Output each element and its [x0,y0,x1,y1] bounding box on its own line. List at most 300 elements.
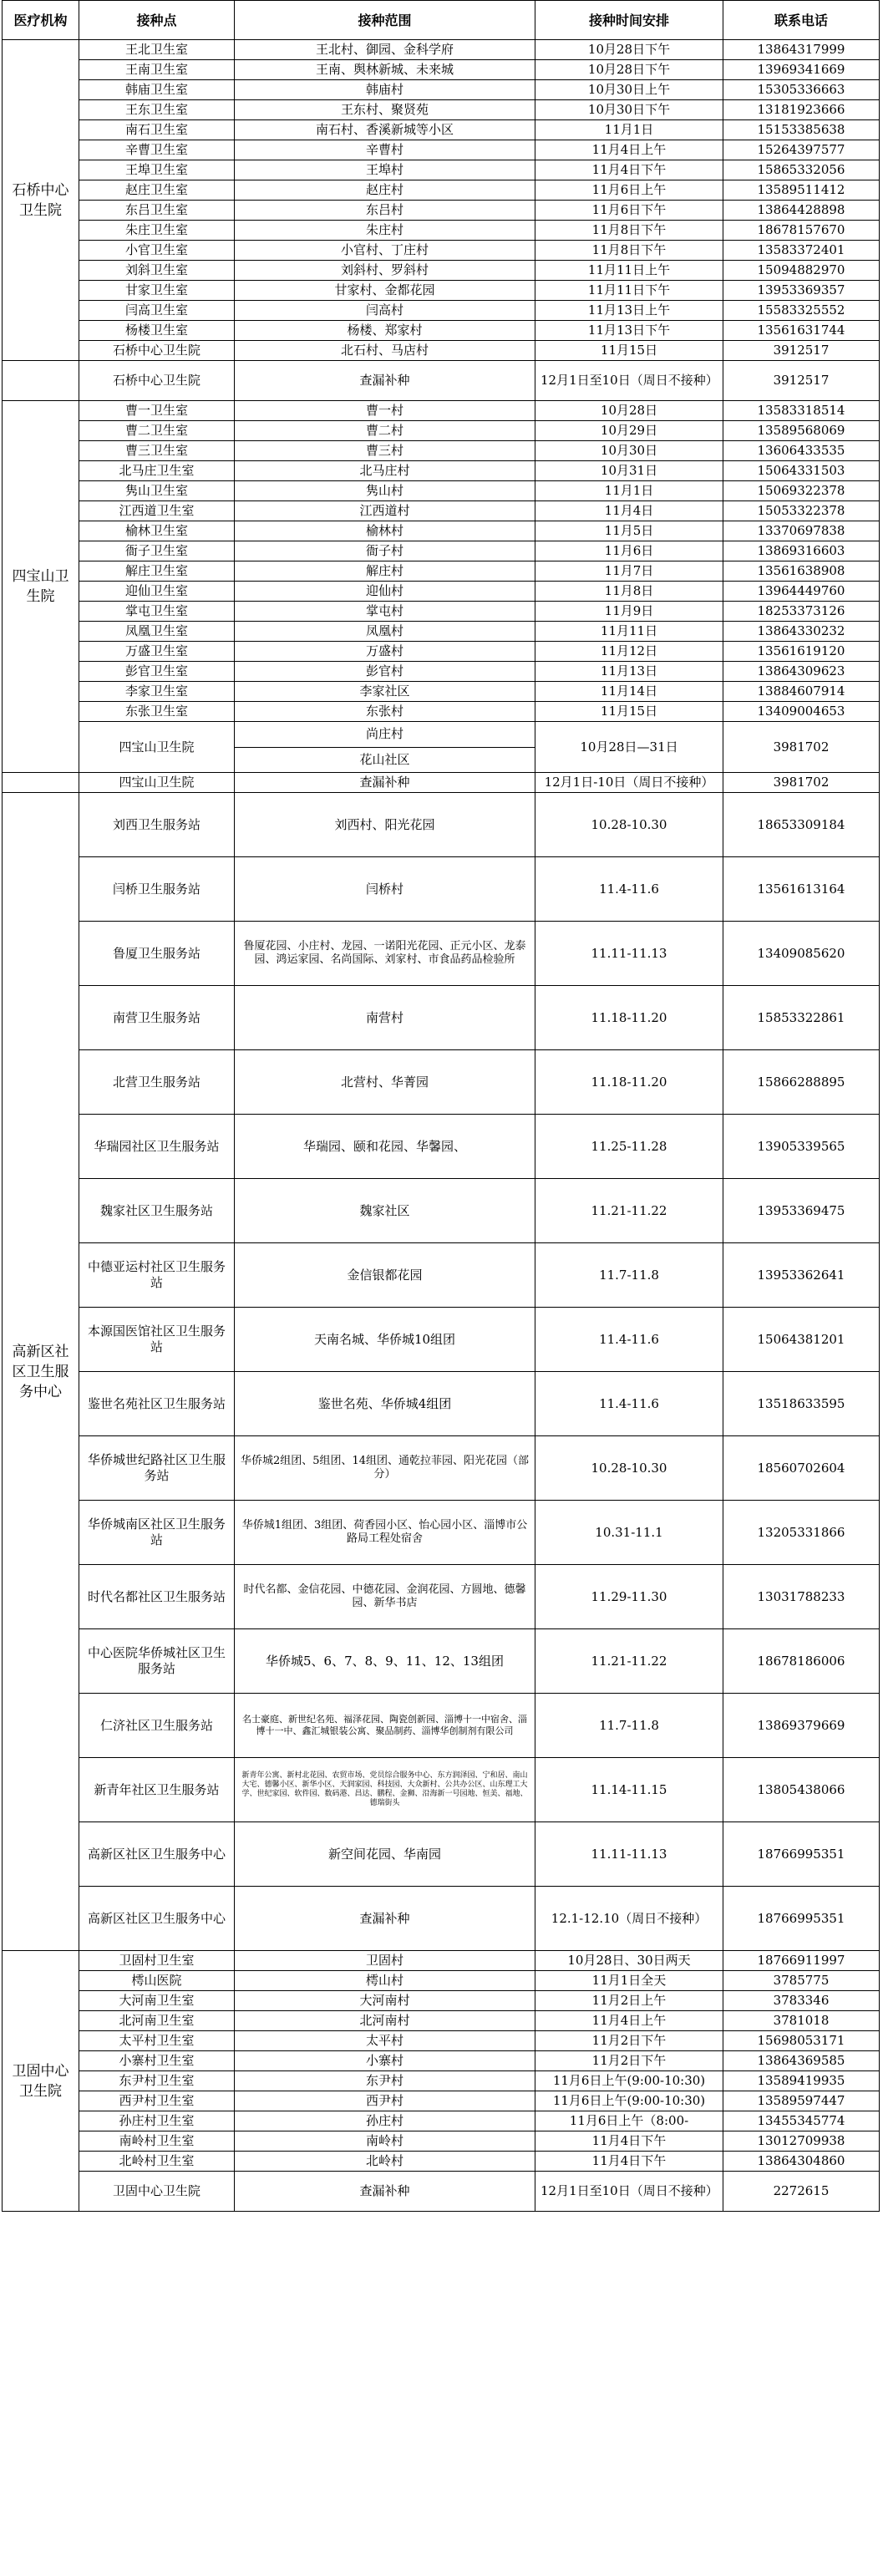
phone-cell: 13409004653 [723,702,880,722]
phone-cell: 13864369585 [723,2051,880,2071]
table-row [3,160,880,180]
time-cell: 12.1-12.10（周日不接种） [535,1887,723,1951]
phone-cell: 13905339565 [723,1115,880,1179]
phone-cell: 13953362641 [723,1243,880,1308]
phone-cell: 18678186006 [723,1629,880,1694]
time-cell: 11月4日上午 [535,140,723,160]
time-cell: 11.21-11.22 [535,1629,723,1694]
phone-cell: 13864304860 [723,2152,880,2172]
table-row [3,461,880,481]
site-cell: 新青年社区卫生服务站 [79,1758,235,1822]
table-row [3,180,880,201]
site-cell: 石桥中心卫生院 [79,361,235,401]
site-cell: 赵庄卫生室 [79,180,235,201]
time-cell: 11月4日下午 [535,160,723,180]
time-cell: 11.4-11.6 [535,857,723,922]
scope-cell: 甘家村、金都花园 [235,281,535,301]
site-cell: 韩庙卫生室 [79,80,235,100]
phone-cell: 13031788233 [723,1565,880,1629]
time-cell: 11月1日 [535,481,723,501]
time-cell: 10月28日下午 [535,60,723,80]
org-cell: 四宝山卫生院 [3,401,79,773]
phone-cell: 18766911997 [723,1951,880,1971]
table-row [3,2172,880,2212]
header-scope: 接种范围 [235,1,535,40]
time-cell: 11月9日 [535,602,723,622]
org-cell [3,773,79,793]
site-cell: 李家卫生室 [79,682,235,702]
table-row [3,2011,880,2031]
header-phone: 联系电话 [723,1,880,40]
scope-cell: 小官村、丁庄村 [235,241,535,261]
phone-cell: 18766995351 [723,1887,880,1951]
time-cell: 11月5日 [535,521,723,541]
scope-cell: 隽山村 [235,481,535,501]
table-row [3,922,880,986]
phone-cell: 13884607914 [723,682,880,702]
site-cell: 闫高卫生室 [79,301,235,321]
table-row [3,120,880,140]
scope-cell: 华瑞园、颐和花园、华馨园、 [235,1115,535,1179]
phone-cell: 15853322861 [723,986,880,1050]
time-cell: 11月7日 [535,561,723,582]
table-row [3,642,880,662]
scope-cell: 查漏补种 [235,361,535,401]
scope-cell: 南营村 [235,986,535,1050]
scope-cell: 曹三村 [235,441,535,461]
site-cell: 北河南卫生室 [79,2011,235,2031]
scope-cell: 东张村 [235,702,535,722]
phone-cell: 13869316603 [723,541,880,561]
scope-cell: 辛曹村 [235,140,535,160]
phone-cell: 18560702604 [723,1436,880,1501]
table-row [3,2111,880,2131]
time-cell: 11月13日 [535,662,723,682]
scope-cell: 华侨城1组团、3组团、荷香园小区、怡心园小区、淄博市公路局工程处宿舍 [235,1501,535,1565]
phone-cell: 13583372401 [723,241,880,261]
scope-cell: 闫高村 [235,301,535,321]
phone-cell: 13864317999 [723,40,880,60]
table-row [3,361,880,401]
site-cell: 刘斜卫生室 [79,261,235,281]
site-cell: 本源国医馆社区卫生服务站 [79,1308,235,1372]
table-row [3,501,880,521]
site-cell: 太平村卫生室 [79,2031,235,2051]
scope-cell: 李家社区 [235,682,535,702]
table-row [3,682,880,702]
phone-cell: 13518633595 [723,1372,880,1436]
scope-cell: 查漏补种 [235,1887,535,1951]
scope-cell: 鉴世名苑、华侨城4组团 [235,1372,535,1436]
site-cell: 隽山卫生室 [79,481,235,501]
table-row [3,1694,880,1758]
table-row [3,1050,880,1115]
table-row [3,1243,880,1308]
scope-cell: 新空间花园、华南园 [235,1822,535,1887]
site-cell: 杨楼卫生室 [79,321,235,341]
phone-cell: 18253373126 [723,602,880,622]
schedule-body [3,40,880,2212]
table-row [3,722,880,773]
table-row [3,140,880,160]
table-row [3,281,880,301]
site-cell: 南石卫生室 [79,120,235,140]
scope-cell: 衙子村 [235,541,535,561]
table-row [3,662,880,682]
table-row [3,986,880,1050]
time-cell: 10月28日 [535,401,723,421]
site-cell: 王东卫生室 [79,100,235,120]
table-row [3,40,880,60]
phone-cell: 13205331866 [723,1501,880,1565]
phone-cell: 15698053171 [723,2031,880,2051]
phone-cell: 13561631744 [723,321,880,341]
site-cell: 北岭村卫生室 [79,2152,235,2172]
scope-part: 花山社区 [359,751,410,767]
time-cell: 11月6日下午 [535,201,723,221]
phone-cell: 13561638908 [723,561,880,582]
phone-cell: 15583325552 [723,301,880,321]
time-cell: 11月4日上午 [535,2011,723,2031]
site-cell: 东尹村卫生室 [79,2071,235,2091]
site-cell: 刘西卫生服务站 [79,793,235,857]
scope-cell: 北石村、马店村 [235,341,535,361]
scope-cell: 万盛村 [235,642,535,662]
time-cell: 10月28日下午 [535,40,723,60]
site-cell: 仁济社区卫生服务站 [79,1694,235,1758]
scope-cell: 凤凰村 [235,622,535,642]
table-row [3,2091,880,2111]
phone-cell: 3783346 [723,1991,880,2011]
time-cell: 11月4日 [535,501,723,521]
scope-cell: 东尹村 [235,2071,535,2091]
time-cell: 11.18-11.20 [535,1050,723,1115]
phone-cell: 15069322378 [723,481,880,501]
time-cell: 11.14-11.15 [535,1758,723,1822]
site-cell: 南营卫生服务站 [79,986,235,1050]
scope-part: 尚庄村 [235,722,535,748]
time-cell: 12月1日至10日（周日不接种） [535,361,723,401]
time-cell: 11.25-11.28 [535,1115,723,1179]
site-cell: 中德亚运村社区卫生服务站 [79,1243,235,1308]
time-cell: 11月2日下午 [535,2051,723,2071]
scope-cell: 解庄村 [235,561,535,582]
phone-cell: 15865332056 [723,160,880,180]
phone-cell: 13805438066 [723,1758,880,1822]
table-row [3,80,880,100]
table-row [3,857,880,922]
site-cell: 四宝山卫生院 [79,773,235,793]
org-cell: 石桥中心卫生院 [3,40,79,361]
scope-cell: 北岭村 [235,2152,535,2172]
time-cell: 11月13日下午 [535,321,723,341]
scope-cell: 王东村、聚贤苑 [235,100,535,120]
phone-cell: 13606433535 [723,441,880,461]
site-cell: 孙庄村卫生室 [79,2111,235,2131]
phone-cell: 15264397577 [723,140,880,160]
time-cell: 11月12日 [535,642,723,662]
site-cell: 北马庄卫生室 [79,461,235,481]
table-row [3,541,880,561]
time-cell: 11月11日上午 [535,261,723,281]
table-row [3,1179,880,1243]
org-cell: 卫固中心卫生院 [3,1951,79,2212]
site-cell: 魏家社区卫生服务站 [79,1179,235,1243]
time-cell: 11.18-11.20 [535,986,723,1050]
site-cell: 华侨城南区社区卫生服务站 [79,1501,235,1565]
scope-cell: 闫桥村 [235,857,535,922]
table-row [3,441,880,461]
phone-cell: 3981702 [723,773,880,793]
phone-cell: 15305336663 [723,80,880,100]
site-cell: 北营卫生服务站 [79,1050,235,1115]
table-row [3,481,880,501]
scope-cell: 华侨城5、6、7、8、9、11、12、13组团 [235,1629,535,1694]
site-cell: 王南卫生室 [79,60,235,80]
phone-cell: 15866288895 [723,1050,880,1115]
scope-cell: 孙庄村 [235,2111,535,2131]
phone-cell: 13964449760 [723,582,880,602]
scope-cell: 时代名都、金信花园、中德花园、金润花园、方圆地、德馨园、新华书店 [235,1565,535,1629]
time-cell: 12月1日至10日（周日不接种） [535,2172,723,2212]
time-cell: 11月6日上午 [535,180,723,201]
site-cell: 掌屯卫生室 [79,602,235,622]
site-cell: 高新区社区卫生服务中心 [79,1887,235,1951]
phone-cell: 13864428898 [723,201,880,221]
time-cell: 11月13日上午 [535,301,723,321]
scope-cell: 鲁厦花园、小庄村、龙园、一诺阳光花园、正元小区、龙泰园、鸿运家园、名尚国际、刘家村、市食品药品检验所 [235,922,535,986]
scope-cell: 大河南村 [235,1991,535,2011]
scope-cell: 名士豪庭、新世纪名苑、福泽花园、陶瓷创新园、淄博十一中宿舍、淄博十一中、鑫汇城银装公寓、聚品制药、淄博华创制剂有限公司 [235,1694,535,1758]
time-cell: 11月6日上午(9:00-10:30) [535,2071,723,2091]
time-cell: 11月6日上午（8:00- [535,2111,723,2131]
site-cell: 王埠卫生室 [79,160,235,180]
phone-cell: 13869379669 [723,1694,880,1758]
time-cell: 11月15日 [535,702,723,722]
table-row [3,1971,880,1991]
time-cell: 10月28日、30日两天 [535,1951,723,1971]
table-row [3,100,880,120]
site-cell: 曹二卫生室 [79,421,235,441]
scope-cell: 天南名城、华侨城10组团 [235,1308,535,1372]
time-cell: 10月30日下午 [535,100,723,120]
phone-cell: 13561613164 [723,857,880,922]
table-row [3,622,880,642]
table-row [3,602,880,622]
site-cell: 东吕卫生室 [79,201,235,221]
table-row [3,1501,880,1565]
time-cell: 11月8日下午 [535,241,723,261]
table-row [3,2031,880,2051]
header-org: 医疗机构 [3,1,79,40]
phone-cell: 3912517 [723,341,880,361]
scope-cell: 魏家社区 [235,1179,535,1243]
header-time: 接种时间安排 [535,1,723,40]
scope-cell: 太平村 [235,2031,535,2051]
site-cell: 华瑞园社区卫生服务站 [79,1115,235,1179]
scope-cell: 金信银都花园 [235,1243,535,1308]
table-row [3,2152,880,2172]
site-cell: 王北卫生室 [79,40,235,60]
site-cell: 榆林卫生室 [79,521,235,541]
table-row [3,261,880,281]
site-cell: 小官卫生室 [79,241,235,261]
table-header-row [3,1,880,40]
site-cell: 甘家卫生室 [79,281,235,301]
phone-cell: 13012709938 [723,2131,880,2152]
org-cell: 高新区社区卫生服务中心 [3,793,79,1951]
scope-cell: 赵庄村 [235,180,535,201]
site-cell: 东张卫生室 [79,702,235,722]
phone-cell: 15064381201 [723,1308,880,1372]
time-cell: 11月6日 [535,541,723,561]
scope-cell: 朱庄村 [235,221,535,241]
phone-cell: 13589511412 [723,180,880,201]
site-cell: 曹一卫生室 [79,401,235,421]
phone-cell: 13370697838 [723,521,880,541]
scope-cell: 榆林村 [235,521,535,541]
vaccination-schedule-table [2,0,880,2212]
site-cell: 大河南卫生室 [79,1991,235,2011]
phone-cell: 13953369475 [723,1179,880,1243]
table-row [3,201,880,221]
scope-cell: 迎仙村 [235,582,535,602]
phone-cell: 13589597447 [723,2091,880,2111]
time-cell: 10月30日上午 [535,80,723,100]
phone-cell: 15053322378 [723,501,880,521]
time-cell: 11.21-11.22 [535,1179,723,1243]
scope-cell: 王北村、御园、金科学府 [235,40,535,60]
time-cell: 11月11日下午 [535,281,723,301]
time-cell: 11.11-11.13 [535,1822,723,1887]
vaccination-schedule-page [2,0,879,2576]
table-row [3,1308,880,1372]
phone-cell: 3912517 [723,361,880,401]
time-cell: 11.4-11.6 [535,1372,723,1436]
scope-cell: 西尹村 [235,2091,535,2111]
scope-cell: 卫固村 [235,1951,535,1971]
site-cell: 解庄卫生室 [79,561,235,582]
site-cell: 小寨村卫生室 [79,2051,235,2071]
time-cell: 11月11日 [535,622,723,642]
phone-cell: 13409085620 [723,922,880,986]
site-cell: 鉴世名苑社区卫生服务站 [79,1372,235,1436]
site-cell: 凤凰卫生室 [79,622,235,642]
table-row [3,241,880,261]
table-row [3,301,880,321]
table-row [3,561,880,582]
scope-cell: 北河南村 [235,2011,535,2031]
phone-cell: 18653309184 [723,793,880,857]
time-cell: 11月15日 [535,341,723,361]
time-cell: 10月30日 [535,441,723,461]
scope-cell: 东吕村 [235,201,535,221]
scope-cell: 王南、舆林新城、未来城 [235,60,535,80]
time-cell: 12月1日-10日（周日不接种） [535,773,723,793]
phone-cell: 13561619120 [723,642,880,662]
table-row [3,1629,880,1694]
site-cell: 鲁厦卫生服务站 [79,922,235,986]
table-row [3,521,880,541]
time-cell: 10.28-10.30 [535,1436,723,1501]
time-cell: 11.29-11.30 [535,1565,723,1629]
table-row [3,582,880,602]
header-site: 接种点 [79,1,235,40]
table-row [3,421,880,441]
scope-cell: 杨楼、郑家村 [235,321,535,341]
scope-cell: 华侨城2组团、5组团、14组团、通乾拉菲园、阳光花园（部分） [235,1436,535,1501]
site-cell: 南岭村卫生室 [79,2131,235,2152]
time-cell: 11月2日下午 [535,2031,723,2051]
scope-cell: 新青年公寓、新村北花园、农贸市场、党员综合服务中心、东方润泽园、宁和居、南山大宅、德馨小区、新华小区、天润家园、科技园、大众新村、公共办公区、山东理工大学、世纪家园、软件园、数码港、昌达、鹏程、金狮、沿海新一号园地、恒美、福地、德瑞街头 [235,1758,535,1822]
time-cell: 11月4日下午 [535,2131,723,2152]
site-cell: 高新区社区卫生服务中心 [79,1822,235,1887]
table-row [3,2071,880,2091]
time-cell: 11月2日上午 [535,1991,723,2011]
scope-cell: 江西道村 [235,501,535,521]
org-cell [3,361,79,401]
scope-cell: 南岭村 [235,2131,535,2152]
time-cell: 11月6日上午(9:00-10:30) [535,2091,723,2111]
scope-cell: 王埠村 [235,160,535,180]
phone-cell: 3781018 [723,2011,880,2031]
site-cell: 朱庄卫生室 [79,221,235,241]
site-cell: 辛曹卫生室 [79,140,235,160]
scope-cell [235,722,535,773]
phone-cell: 3785775 [723,1971,880,1991]
table-row [3,702,880,722]
table-row [3,1887,880,1951]
site-cell: 曹三卫生室 [79,441,235,461]
scope-cell: 曹二村 [235,421,535,441]
phone-cell: 13455345774 [723,2111,880,2131]
scope-cell: 樗山村 [235,1971,535,1991]
phone-cell: 18766995351 [723,1822,880,1887]
time-cell: 11.7-11.8 [535,1694,723,1758]
table-row [3,2131,880,2152]
phone-cell: 18678157670 [723,221,880,241]
time-cell: 10月31日 [535,461,723,481]
phone-cell: 13864330232 [723,622,880,642]
table-row [3,1436,880,1501]
phone-cell: 13589568069 [723,421,880,441]
time-cell: 10月29日 [535,421,723,441]
phone-cell: 13583318514 [723,401,880,421]
site-cell: 卫固中心卫生院 [79,2172,235,2212]
scope-cell: 南石村、香溪新城等小区 [235,120,535,140]
phone-cell: 13953369357 [723,281,880,301]
table-row [3,341,880,361]
time-cell: 11.11-11.13 [535,922,723,986]
scope-cell: 彭官村 [235,662,535,682]
table-row [3,773,880,793]
site-cell: 闫桥卫生服务站 [79,857,235,922]
time-cell: 11月8日下午 [535,221,723,241]
scope-cell: 韩庙村 [235,80,535,100]
time-cell: 11月1日 [535,120,723,140]
time-cell: 11.7-11.8 [535,1243,723,1308]
table-row [3,1991,880,2011]
table-row [3,1822,880,1887]
table-row [3,221,880,241]
site-cell: 彭官卫生室 [79,662,235,682]
scope-cell: 掌屯村 [235,602,535,622]
site-cell: 时代名都社区卫生服务站 [79,1565,235,1629]
scope-cell: 曹一村 [235,401,535,421]
site-cell: 四宝山卫生院 [79,722,235,773]
scope-cell: 刘斜村、罗斜村 [235,261,535,281]
table-row [3,1115,880,1179]
